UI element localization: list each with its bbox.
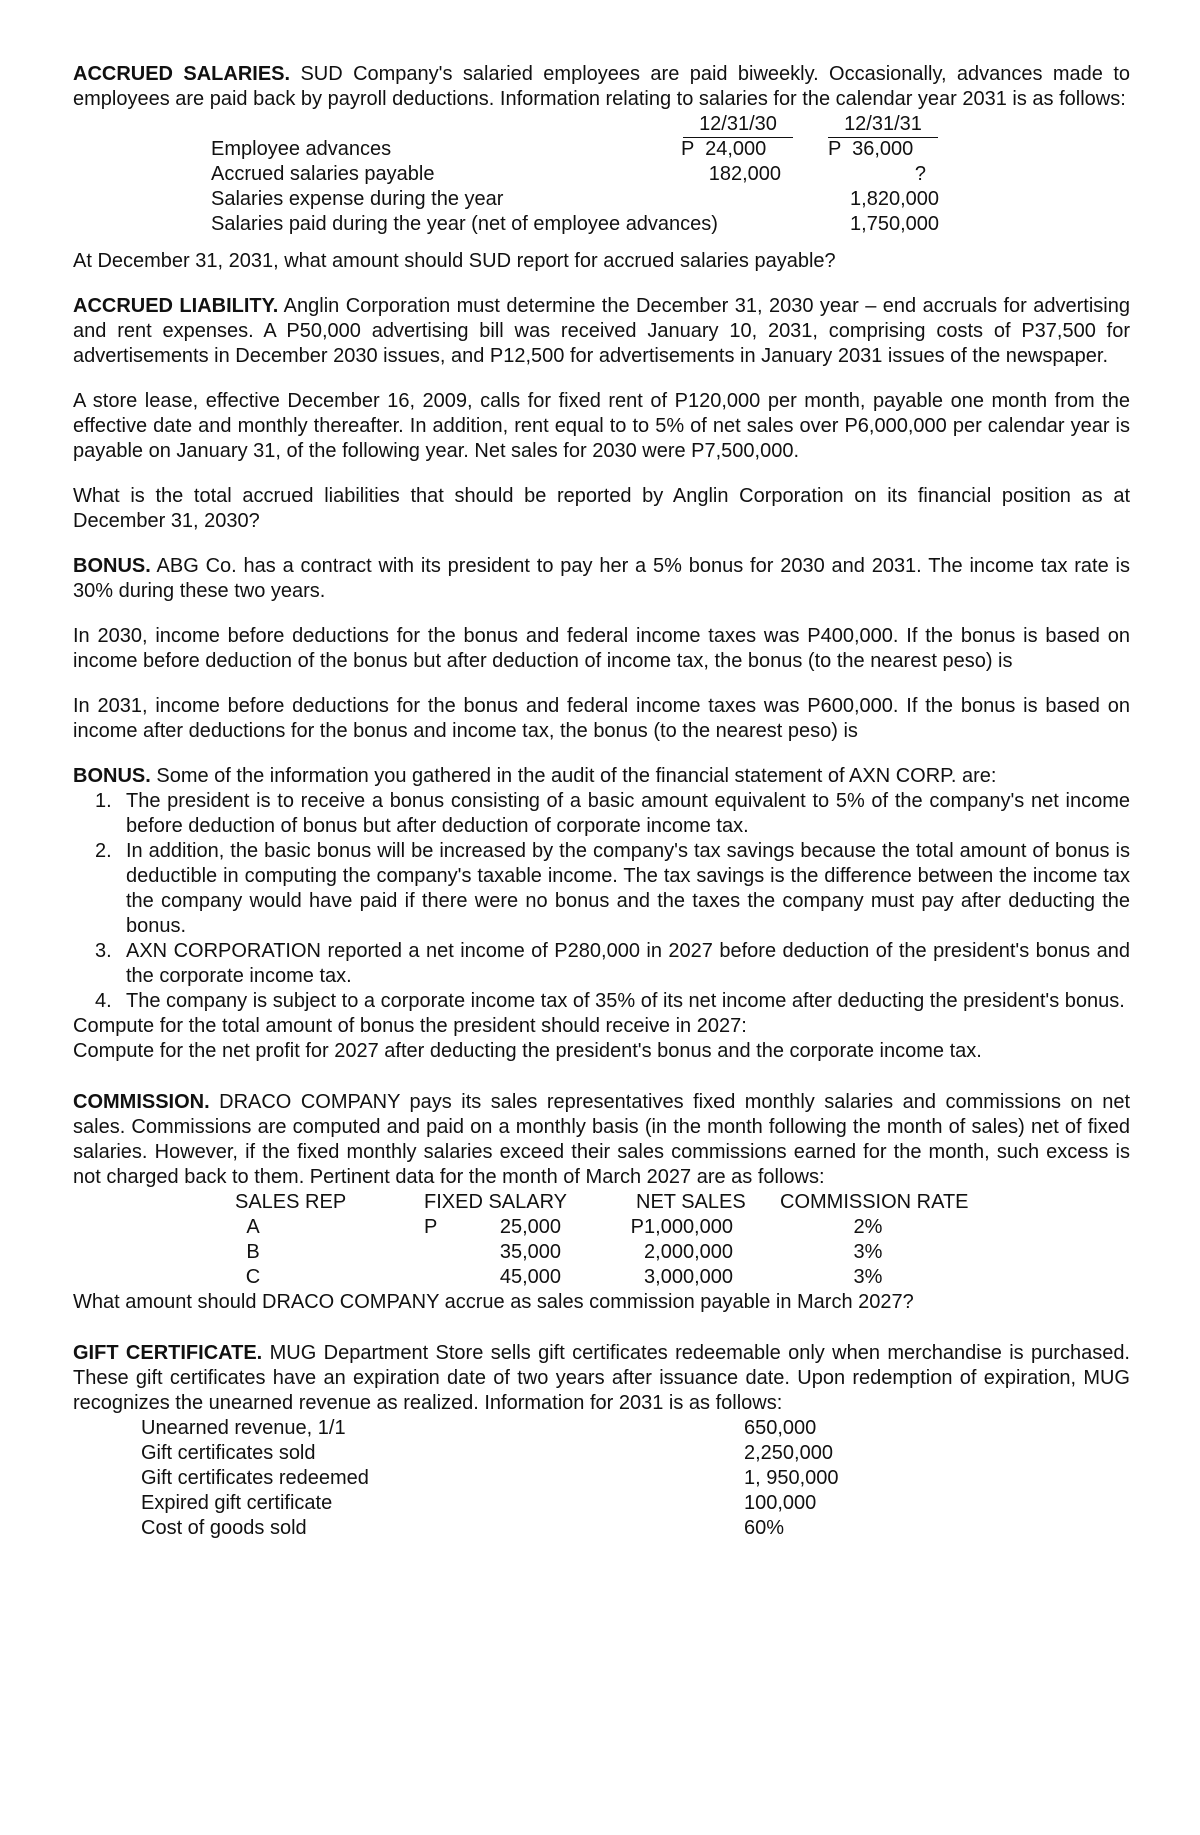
commission-table [73, 1190, 1130, 1290]
accrued-liability-p2: A store lease, effective December 16, 2009, calls for fixed rent of P120,000 per month, payable one month from the effective date and monthly thereafter. In addition, rent equal to to 5% of net sales over P6,000,000 per calendar year is payable on January 31, of the following year. Net sales for 2030 were P7,500,000. [73, 390, 1130, 462]
table-row: Expired gift certificate 100,000 [141, 1492, 817, 1514]
accrued-liability-question: What is the total accrued liabilities that should be reported by Anglin Corporation on its financial position as at December 31, 2030? [73, 485, 1130, 532]
commission-question: What amount should DRACO COMPANY accrue as sales commission payable in March 2027? [73, 1291, 914, 1313]
list-item: 1. The president is to receive a bonus consisting of a basic amount equivalent to 5% of the company's net income before deduction of bonus but after deduction of corporate income tax. [95, 790, 1130, 837]
table-row: Gift certificates sold 2,250,000 [141, 1442, 833, 1464]
commission-heading: COMMISSION. [73, 1091, 210, 1113]
column-header-12-31-31: 12/31/31 [828, 112, 938, 138]
accrued-liability-heading: ACCRUED LIABILITY. [73, 295, 279, 317]
table-row: A P 25,000 P1,000,000 2% [246, 1216, 883, 1238]
column-header-net-sales: NET SALES [636, 1191, 746, 1213]
list-item: 2. In addition, the basic bonus will be increased by the company's tax savings because the total amount of bonus is deductible in computing the company's taxable income. The tax savings is the difference between the income tax the company would have paid if there were no bonus and the taxes the company must pay after deducting the bonus. [95, 840, 1130, 937]
accrued-salaries-intro: ACCRUED SALARIES. SUD Company's salaried employees are paid biweekly. Occasionally, advances made to employees are paid back by payroll deductions. Information relating to salaries for the calendar year 2031 is as follows: [73, 63, 1130, 110]
bonus-abg-p3: In 2031, income before deductions for the bonus and federal income taxes was P600,000. If the bonus is based on income after deductions for the bonus and income tax, the bonus (to the nearest peso) is [73, 695, 1130, 742]
table-row: Accrued salaries payable 182,000 ? [211, 163, 926, 185]
gift-certificate-heading: GIFT CERTIFICATE. [73, 1342, 263, 1364]
bonus-heading: BONUS. [73, 765, 151, 787]
bonus-heading: BONUS. [73, 555, 151, 577]
commission-section [73, 1090, 1130, 1315]
accrued-salaries-heading: ACCRUED SALARIES. [73, 63, 291, 85]
column-header-sales-rep: SALES REP [235, 1191, 347, 1213]
table-row: Unearned revenue, 1/1 650,000 [141, 1417, 817, 1439]
table-row: Employee advances P 24,000 P 36,000 [211, 138, 914, 160]
accrued-liability-section [73, 294, 1130, 534]
list-item: 3. AXN CORPORATION reported a net income of P280,000 in 2027 before deduction of the president's bonus and the corporate income tax. [95, 940, 1130, 987]
accrued-liability-p1: ACCRUED LIABILITY. Anglin Corporation must determine the December 31, 2030 year – end accruals for advertising and rent expenses. A P50,000 advertising bill was received January 10, 2031, comprising costs of P37,500 for advertisements in December 2030 issues, and P12,500 for advertisements in January 2031 issues of the newspaper. [73, 295, 1130, 367]
accrued-salaries-question: At December 31, 2031, what amount should SUD report for accrued salaries payable? [73, 250, 836, 272]
bonus-abg-section [73, 554, 1130, 744]
bonus-axn-intro: BONUS. Some of the information you gathered in the audit of the financial statement of AXN CORP. are: [73, 765, 997, 787]
table-row: Cost of goods sold 60% [141, 1517, 785, 1539]
commission-intro: COMMISSION. DRACO COMPANY pays its sales representatives fixed monthly salaries and commissions on net sales. Commissions are computed and paid on a monthly basis (in the month following the month of sales) net of fixed salaries. However, if the fixed monthly salaries exceed their sales commissions earned for the month, such excess is not charged back to them. Pertinent data for the month of March 2027 are as follows: [73, 1091, 1131, 1188]
table-row: Salaries expense during the year 1,820,000 [211, 188, 939, 210]
table-row: Salaries paid during the year (net of employee advances) 1,750,000 [211, 213, 939, 235]
table-row: Gift certificates redeemed 1, 950,000 [141, 1467, 839, 1489]
bonus-abg-p2: In 2030, income before deductions for the bonus and federal income taxes was P400,000. If the bonus is based on income before deduction of the bonus but after deduction of income tax, the bonus (to the nearest peso) is [73, 625, 1130, 672]
salaries-table [73, 112, 1130, 237]
accrued-salaries-section [73, 62, 1130, 274]
table-row: C 45,000 3,000,000 3% [245, 1266, 883, 1288]
table-row: B 35,000 2,000,000 3% [246, 1241, 883, 1263]
document-content [73, 62, 1130, 1541]
commission-table-header [73, 1190, 1130, 1215]
column-header-commission-rate: COMMISSION RATE [780, 1191, 969, 1213]
bonus-axn-question-1: Compute for the total amount of bonus the president should receive in 2027: [73, 1015, 747, 1037]
column-header-fixed-salary: FIXED SALARY [424, 1191, 568, 1213]
list-item: 4. The company is subject to a corporate income tax of 35% of its net income after deducting the president's bonus. [95, 990, 1125, 1012]
gift-certificate-table [73, 1416, 1130, 1541]
gift-certificate-section [73, 1341, 1130, 1541]
bonus-abg-p1: BONUS. ABG Co. has a contract with its president to pay her a 5% bonus for 2030 and 2031. The income tax rate is 30% during these two years. [73, 555, 1130, 602]
gift-certificate-intro: GIFT CERTIFICATE. MUG Department Store sells gift certificates redeemable only when merchandise is purchased. These gift certificates have an expiration date of two years after issuance date. Upon redemption of expiration, MUG recognizes the unearned revenue as realized. Information for 2031 is as follows: [73, 1342, 1130, 1414]
salaries-table-header [73, 112, 1130, 137]
bonus-axn-list [73, 789, 1130, 1014]
bonus-axn-section [73, 764, 1130, 1064]
column-header-12-31-30: 12/31/30 [683, 112, 793, 138]
bonus-axn-question-2: Compute for the net profit for 2027 after deducting the president's bonus and the corporate income tax. [73, 1040, 982, 1062]
